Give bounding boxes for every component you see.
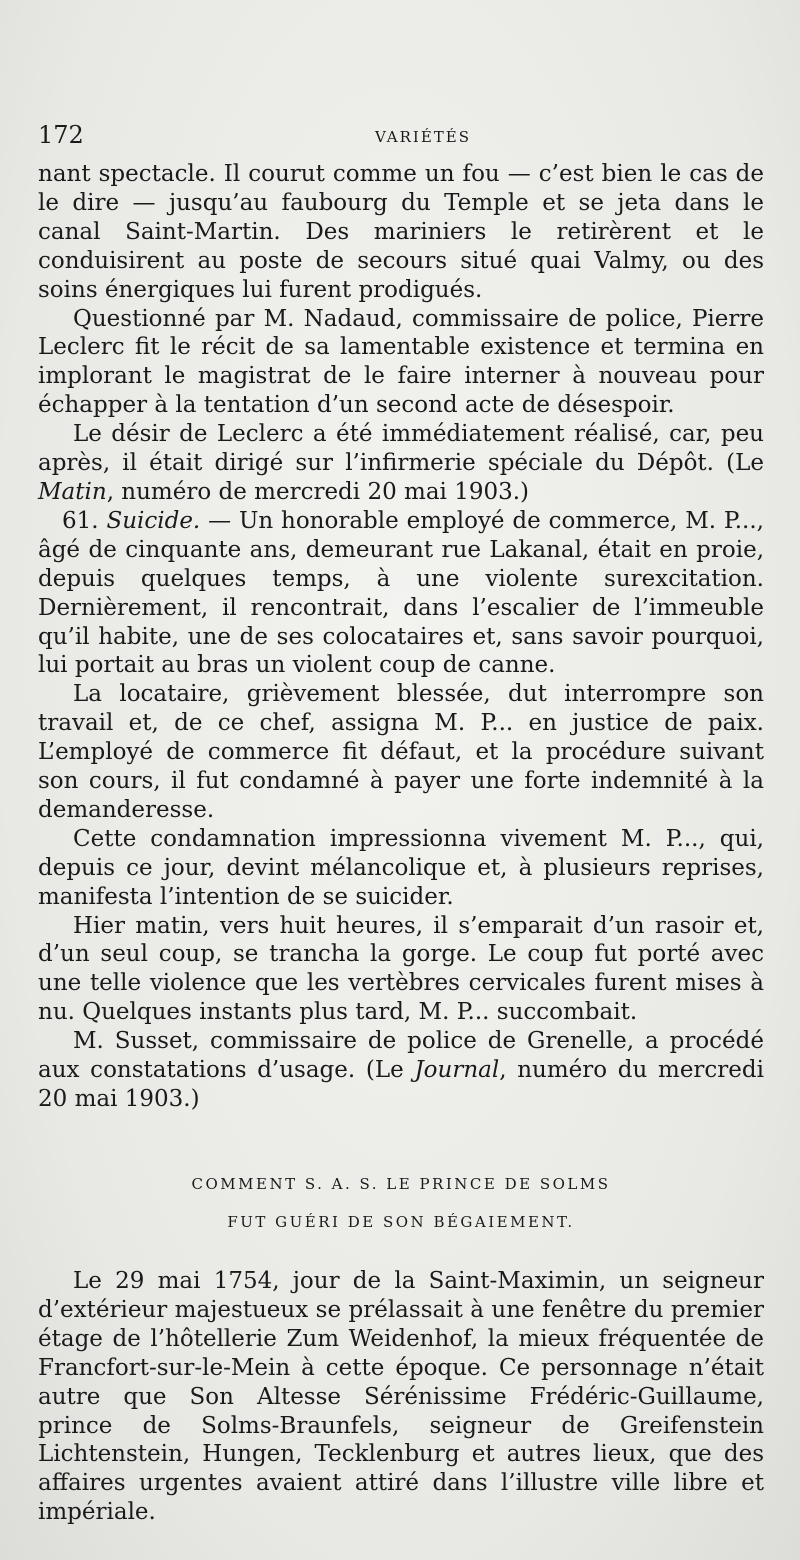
section-title: [38, 1165, 764, 1241]
paragraph-2: Questionné par M. Nadaud, commissaire de police, Pierre Leclerc fit le récit de sa lamentable existence et termina en implorant le magistrat de le faire interner à nouveau pour échapper à la tentation d’un second acte de désespoir.: [38, 305, 764, 419]
entry-title: Suicide.: [106, 507, 201, 534]
paragraph-8-text: M. Susset, commissaire de police de Grenelle, a procédé aux constatations d’usage. (Le: [38, 1028, 764, 1084]
paragraph-8-citation: , numéro du mercredi 20 mai 1903.): [38, 1057, 764, 1112]
paragraph-9: Le 29 mai 1754, jour de la Saint-Maximin, un seigneur d’extérieur majestueux se prélassait à une fenêtre du premier étage de l’hôtellerie Zum Weidenhof, la mieux fréquentée de Francfort-sur-le-Mein à cette époque. Ce personnage n’était autre que Son Altesse Sérénissime Frédéric-Guillaume, prince de Solms-Braunfels, seigneur de Greifenstein Lichtenstein, Hungen, Tecklenburg et autres lieux, que des affaires urgentes avaient attiré dans l’illustre ville libre et impériale.: [38, 1268, 764, 1526]
paragraph-1: nant spectacle. Il courut comme un fou — c’est bien le cas de le dire — jusqu’au faubourg du Temple et se jeta dans le canal Saint-Martin. Des mariniers le retirèrent et le conduisirent au poste de secours situé quai Valmy, ou des soins énergiques lui furent prodigués.: [38, 161, 764, 303]
paragraph-5: La locataire, grièvement blessée, dut interrompre son travail et, de ce chef, assigna M. P... en justice de paix. L’employé de commerce fit défaut, et la procédure suivant son cours, il fut condamné à payer une forte indemnité à la demanderesse.: [38, 681, 764, 823]
page-header: [38, 120, 778, 150]
source-title-journal: Journal: [414, 1057, 500, 1084]
body-text-section: [38, 1267, 764, 1527]
body-text: [38, 160, 764, 1114]
paragraph-8: [38, 1027, 764, 1114]
page-number: 172: [38, 121, 84, 149]
paragraph-3-text: Le désir de Leclerc a été immédiatement réalisé, car, peu après, il était dirigé sur l’infirmerie spéciale du Dépôt. (Le: [38, 421, 764, 477]
paragraph-7: Hier matin, vers huit heures, il s’emparait d’un rasoir et, d’un seul coup, se trancha la gorge. Le coup fut porté avec une telle violence que les vertèbres cervicales furent mises à nu. Quelques instants plus tard, M. P... succombait.: [38, 912, 764, 1026]
section-title-line-2: FUT GUÉRI DE SON BÉGAIEMENT.: [227, 1213, 575, 1231]
paragraph-4-text: — Un honorable employé de commerce, M. P..., âgé de cinquante ans, demeurant rue Lakanal, était en proie, depuis quelques temps, à une violente surexcitation. Dernièrement, il rencontrait, dans l’escalier de l’immeuble qu’il habite, une de ses colocataires et, sans savoir pourquoi, lui portait au bras un violent coup de canne.: [38, 507, 764, 679]
paragraph-3: [38, 420, 764, 507]
running-head: VARIÉTÉS: [374, 128, 472, 146]
entry-number: 61.: [62, 507, 107, 534]
section-title-line-1: COMMENT S. A. S. LE PRINCE DE SOLMS: [191, 1175, 611, 1193]
source-title-matin: Matin: [38, 478, 107, 505]
paragraph-3-citation: , numéro de mercredi 20 mai 1903.): [106, 478, 530, 505]
paragraph-4: [38, 507, 764, 680]
paragraph-6: Cette condamnation impressionna vivement M. P..., qui, depuis ce jour, devint mélancolique et, à plusieurs reprises, manifesta l’intention de se suicider.: [38, 825, 764, 910]
